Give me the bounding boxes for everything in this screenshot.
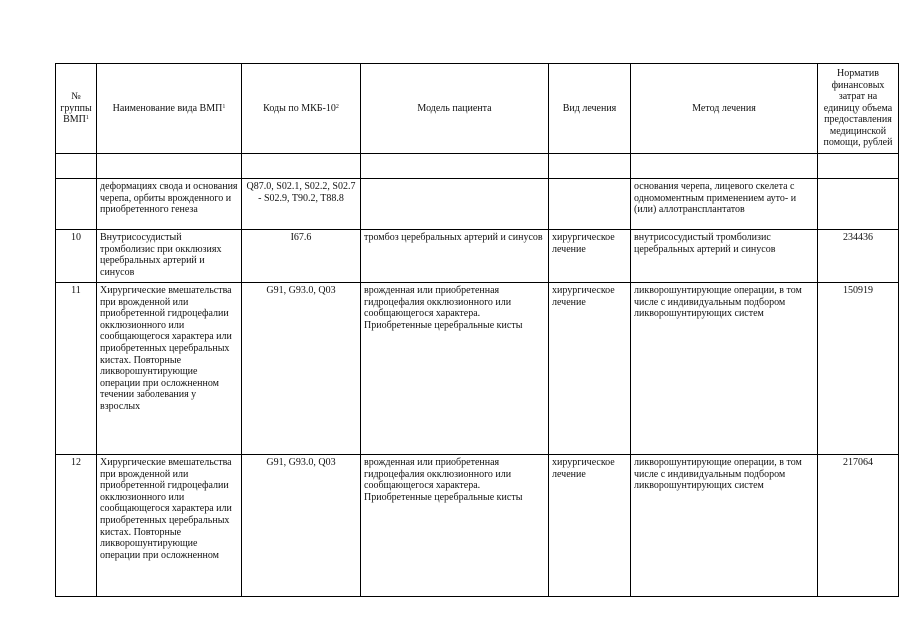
cell-type [549,179,631,230]
table-row [56,283,899,455]
header-codes: Коды по МКБ-$10^2$ [242,64,361,154]
spacer-row [56,154,899,179]
cell-type: хирургическое лечение [549,230,631,283]
cell-method: внутрисосудистый тромболизис церебральных артерий и синусов [631,230,818,283]
cell-codes: G91, G93.0, Q03 [242,455,361,597]
cell-group: 10 [56,230,97,283]
cell-codes: G91, G93.0, Q03 [242,283,361,455]
cell-name: Хирургические вмешательства при врожденной или приобретенной гидроцефалии окклюзионного или сообщающегося характера или приобретенных церебральных кистах. Повторные ликворошунтирующие операции при осложненном течении заболевания у взрослых [97,283,242,455]
header-name: Наименование вида ВМП$^1$ [97,64,242,154]
table-row [56,179,899,230]
cell-group [56,179,97,230]
cell-norm: 150919 [818,283,899,455]
vmp-table [55,63,899,597]
cell-model: тромбоз церебральных артерий и синусов [361,230,549,283]
cell-name: Внутрисосудистый тромболизис при окклюзиях церебральных артерий и синусов [97,230,242,283]
cell-norm: 234436 [818,230,899,283]
cell-method: ликворошунтирующие операции, в том числе с индивидуальным подбором ликворошунтирующих систем [631,283,818,455]
cell-norm: 217064 [818,455,899,597]
cell-model: врожденная или приобретенная гидроцефалия окклюзионного или сообщающегося характера. Приобретенные церебральные кисты [361,455,549,597]
cell-type: хирургическое лечение [549,455,631,597]
cell-type: хирургическое лечение [549,283,631,455]
table-row [56,455,899,597]
cell-method: основания черепа, лицевого скелета с одномоментным применением ауто- и (или) аллотрансплантатов [631,179,818,230]
cell-model: врожденная или приобретенная гидроцефалия окклюзионного или сообщающегося характера. Приобретенные церебральные кисты [361,283,549,455]
cell-model [361,179,549,230]
header-norm: Норматив финансовых затрат на единицу объема предоставления медицинской помощи, рублей [818,64,899,154]
cell-name: Хирургические вмешательства при врожденной или приобретенной гидроцефалии окклюзионного или сообщающегося характера или приобретенных церебральных кистах. Повторные ликворошунтирующие операции при осложненном [97,455,242,597]
header-row [56,64,899,154]
header-model: Модель пациента [361,64,549,154]
cell-name: деформациях свода и основания черепа, орбиты врожденного и приобретенного генеза [97,179,242,230]
cell-group: 11 [56,283,97,455]
cell-codes: Q87.0, S02.1, S02.2, S02.7 - S02.9, T90.2, T88.8 [242,179,361,230]
header-method: Метод лечения [631,64,818,154]
table-row [56,230,899,283]
cell-group: 12 [56,455,97,597]
header-type: Вид лечения [549,64,631,154]
cell-norm [818,179,899,230]
header-group: № группы ВМП$^1$ [56,64,97,154]
cell-method: ликворошунтирующие операции, в том числе с индивидуальным подбором ликворошунтирующих систем [631,455,818,597]
cell-codes: I67.6 [242,230,361,283]
